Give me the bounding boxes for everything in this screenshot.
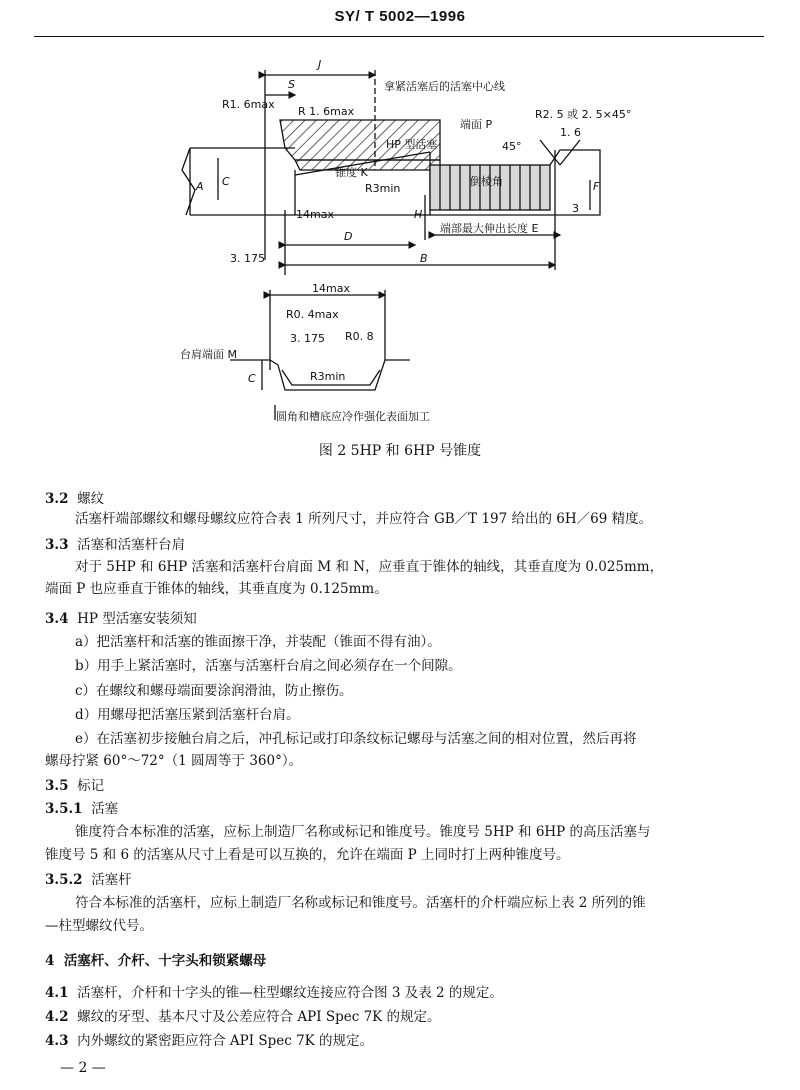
section-3-3-text-2: 端面 P 也应垂直于锥体的轴线，其垂直度为 0.125mm。 xyxy=(45,581,388,597)
section-3-5-1-text-2: 锥度号 5 和 6 的活塞从尺寸上看是可以互换的，允许在端面 P 上同时打上两种锥度号。 xyxy=(45,847,570,863)
label-45deg: 45° xyxy=(502,140,522,153)
section-3-4-item-c: c）在螺纹和螺母端面要涂润滑油，防止擦伤。 xyxy=(75,683,353,699)
section-3-5-2-text-2: —柱型螺纹代号。 xyxy=(45,918,153,934)
section-4-heading: 4 活塞杆、介杆、十字头和锁紧螺母 xyxy=(45,953,267,969)
label-dim-c-2: C xyxy=(248,372,256,385)
figure-caption: 图 2 5HP 和 6HP 号锥度 xyxy=(318,443,482,459)
label-end-face-p: 端面 P xyxy=(460,118,493,131)
label-dim-h: H xyxy=(414,208,423,221)
label-14max-2: 14max xyxy=(312,282,350,295)
section-3-2-heading: 3.2 螺纹 xyxy=(45,491,105,507)
label-14max: 14max xyxy=(296,208,334,221)
section-3-5-1-text-1: 锥度符合本标准的活塞，应标上制造厂名称或标记和锥度号。锥度号 5HP 和 6HP 的高压活塞与 xyxy=(75,824,651,840)
label-hp-piston: HP 型活塞 xyxy=(386,138,438,151)
label-dim-3: 3 xyxy=(572,202,579,215)
label-r08: R0. 8 xyxy=(345,330,374,343)
label-r25: R2. 5 或 2. 5×45° xyxy=(535,108,632,121)
label-r04max: R0. 4max xyxy=(286,308,339,321)
lower-labels xyxy=(180,282,430,423)
label-end-extension: 端部最大伸出长度 E xyxy=(440,222,539,235)
section-3-4-item-e-1: e）在活塞初步接触台肩之后，冲孔标记或打印条纹标记螺母与活塞之间的相对位置，然后再将 xyxy=(75,731,637,747)
section-3-5-2-heading: 3.5.2 活塞杆 xyxy=(45,872,132,888)
page-number: — 2 — xyxy=(60,1060,106,1076)
section-3-2-text: 活塞杆端部螺纹和螺母螺纹应符合表 1 所列尺寸，并应符合 GB／T 197 给出的 6H／69 精度。 xyxy=(75,511,653,527)
section-3-4-item-b: b）用手上紧活塞时，活塞与活塞杆台肩之间必须存在一个间隙。 xyxy=(75,658,462,674)
section-3-5-1-heading: 3.5.1 活塞 xyxy=(45,801,119,817)
section-3-4-heading: 3.4 HP 型活塞安装须知 xyxy=(45,611,197,627)
section-4-2: 4.2 螺纹的牙型、基本尺寸及公差应符合 API Spec 7K 的规定。 xyxy=(45,1009,441,1025)
label-r3min: R3min xyxy=(365,182,401,195)
label-r16max-left: R1. 6max xyxy=(222,98,275,111)
label-note-coldwork: 圆角和槽底应冷作强化表面加工 xyxy=(276,410,430,423)
label-3-175: 3. 175 xyxy=(230,252,265,265)
label-dim-c: C xyxy=(222,175,230,188)
label-dim-1-6: 1. 6 xyxy=(560,126,581,139)
label-dim-f: F xyxy=(593,180,600,193)
label-center-line: 拿紧活塞后的活塞中心线 xyxy=(384,80,505,93)
label-r3min-2: R3min xyxy=(310,370,346,383)
section-3-4-item-e-2: 螺母拧紧 60°～72°（1 圆周等于 360°）。 xyxy=(45,753,303,769)
label-cone-k: 锥度 K xyxy=(335,166,368,179)
label-shoulder-m: 台肩端面 M xyxy=(180,348,237,361)
section-4-1: 4.1 活塞杆，介杆和十字头的锥—柱型螺纹连接应符合图 3 及表 2 的规定。 xyxy=(45,985,503,1001)
label-dim-d: D xyxy=(344,230,353,243)
section-3-3-text-1: 对于 5HP 和 6HP 活塞和活塞杆台肩面 M 和 N，应垂直于锥体的轴线，其垂直度为 0.025mm， xyxy=(75,559,664,575)
section-3-3-heading: 3.3 活塞和活塞杆台肩 xyxy=(45,537,186,553)
section-4-3: 4.3 内外螺纹的紧密距应符合 API Spec 7K 的规定。 xyxy=(45,1033,374,1049)
label-chamfer: 倒棱角 xyxy=(470,175,503,188)
section-3-4-item-d: d）用螺母把活塞压紧到活塞杆台肩。 xyxy=(75,707,300,723)
label-r16max-top: R 1. 6max xyxy=(298,105,355,118)
label-j: J xyxy=(318,58,322,71)
section-3-5-heading: 3.5 标记 xyxy=(45,778,105,794)
page-header: SY/ T 5002—1996 xyxy=(334,8,466,25)
label-s: S xyxy=(288,78,295,91)
label-dim-b: B xyxy=(420,252,428,265)
label-3-175-b: 3. 175 xyxy=(290,332,325,345)
label-dim-a: A xyxy=(196,180,204,193)
section-3-4-item-a: a）把活塞杆和活塞的锥面擦干净，并装配（锥面不得有油）。 xyxy=(75,634,441,650)
header-rule xyxy=(34,36,764,37)
section-3-5-2-text-1: 符合本标准的活塞杆，应标上制造厂名称或标记和锥度号。活塞杆的介杆端应标上表 2 所列的锥 xyxy=(75,895,646,911)
figure-2-drawing xyxy=(0,40,800,440)
